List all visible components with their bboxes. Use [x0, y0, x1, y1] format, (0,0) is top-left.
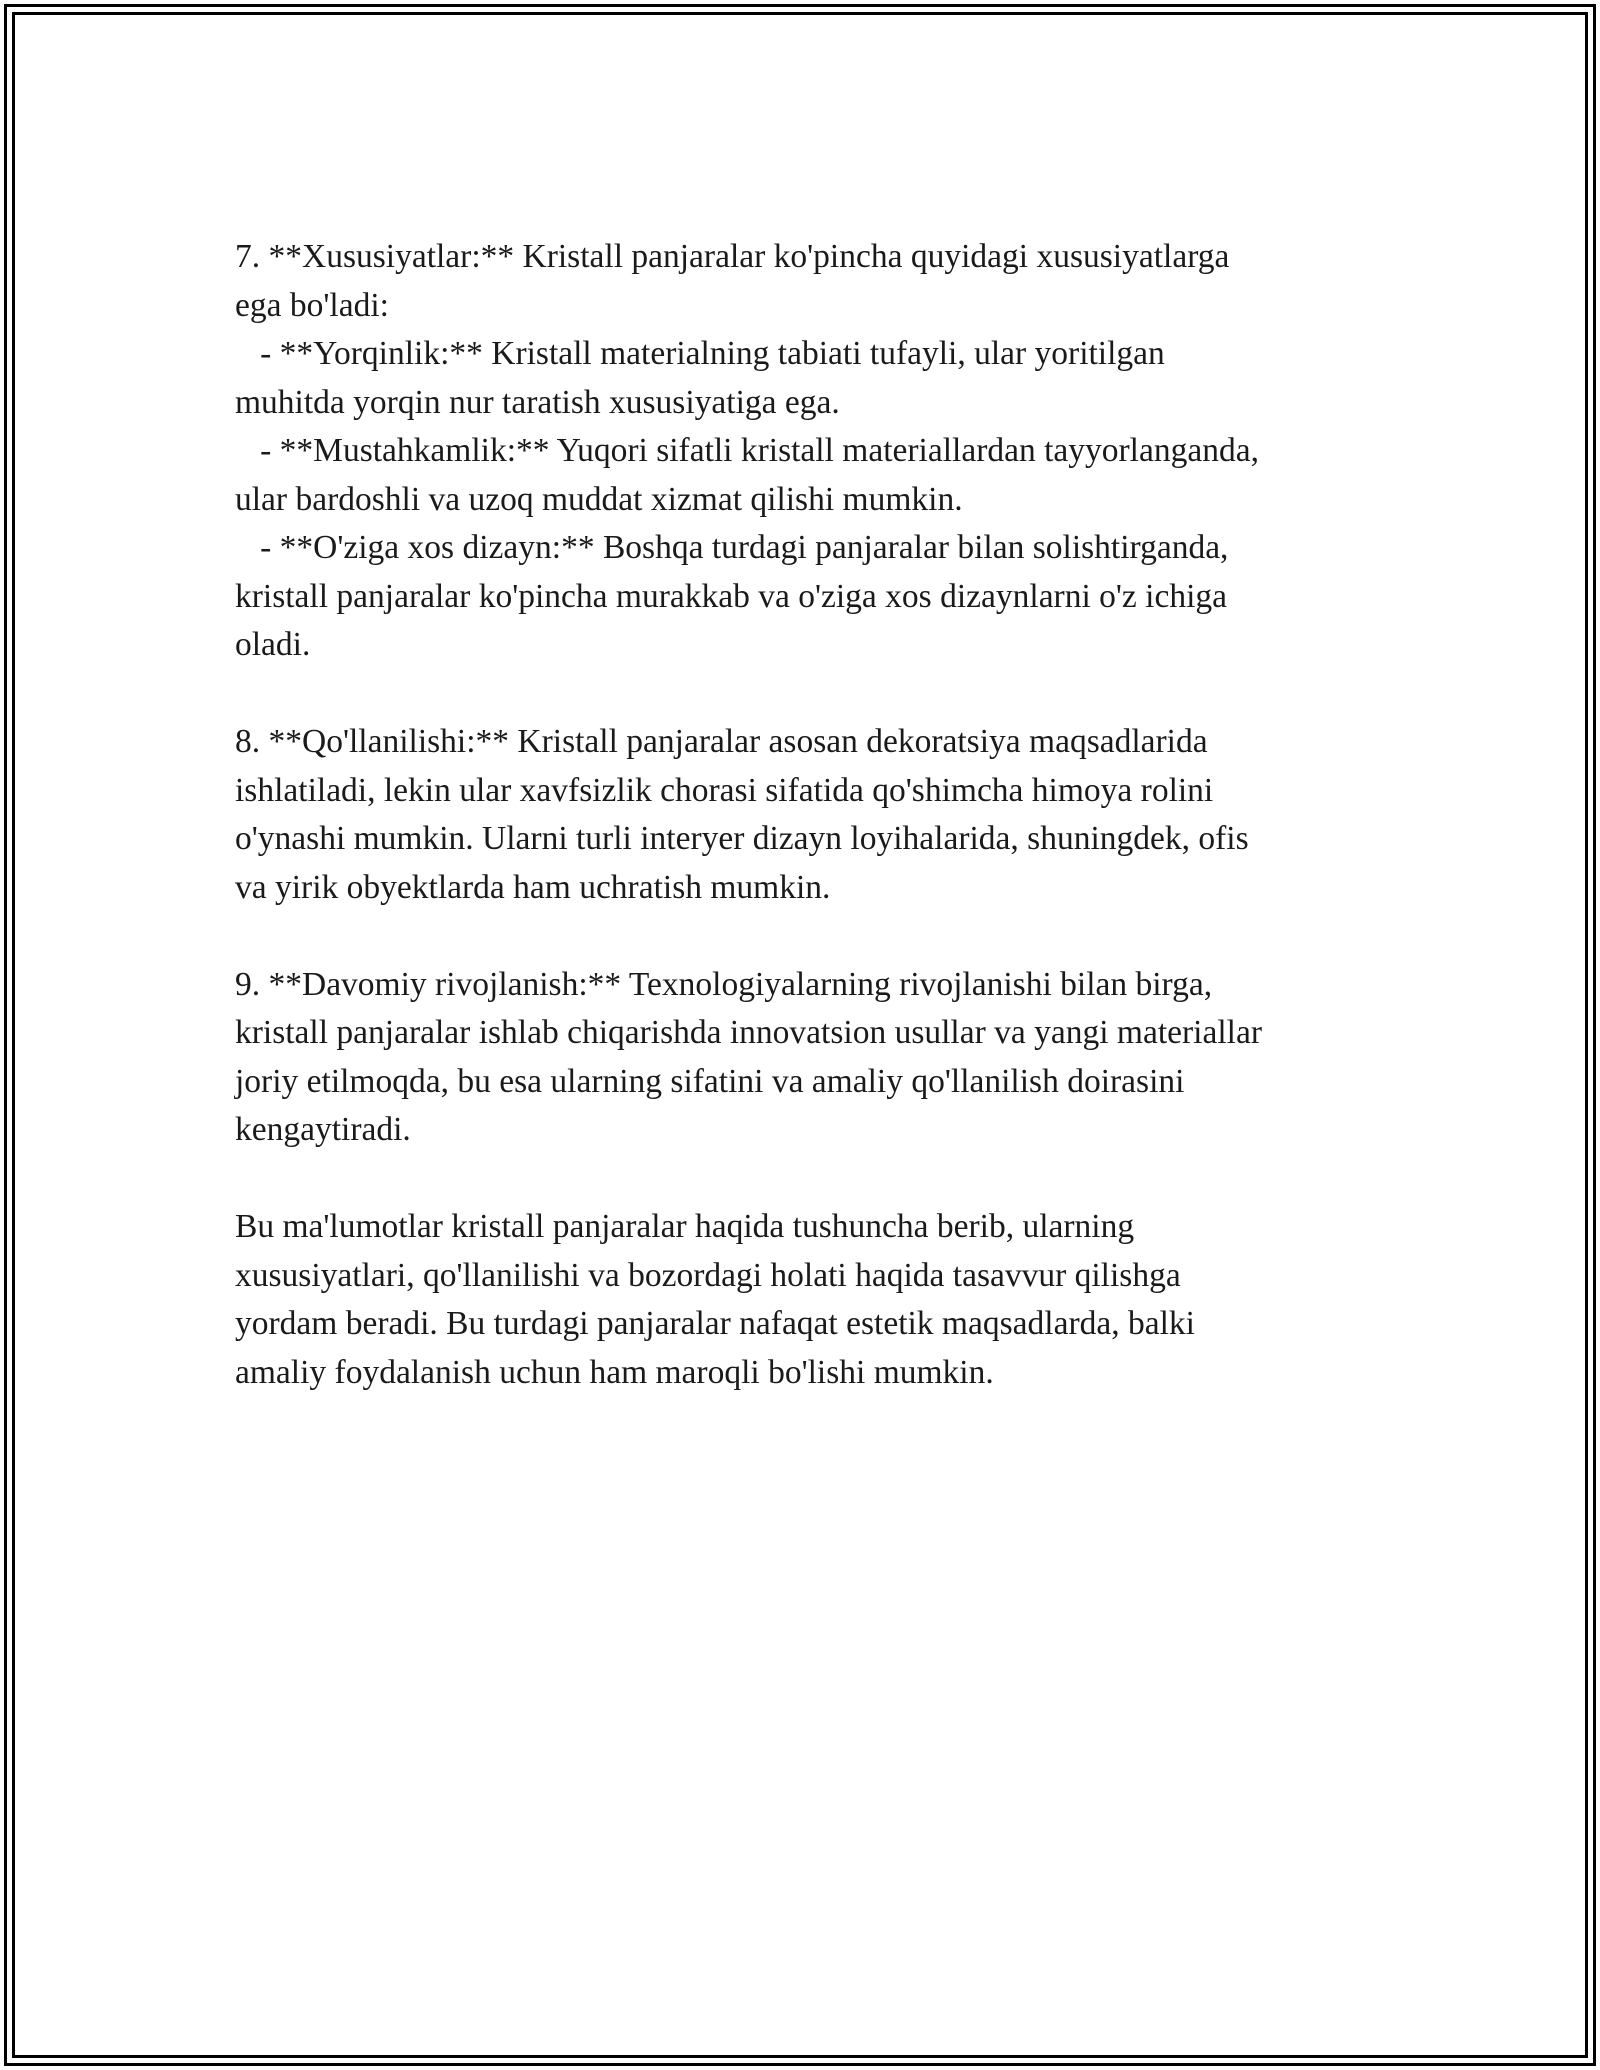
- text-line: 9. **Davomiy rivojlanish:** Texnologiyalarning rivojlanishi bilan birga,: [235, 965, 1213, 1003]
- paragraph-conclusion: [235, 1203, 1375, 1397]
- text-line: ishlatiladi, lekin ular xavfsizlik chorasi sifatida qo'shimcha himoya rolini: [235, 771, 1214, 809]
- text-line: - **Yorqinlik:** Kristall materialning tabiati tufayli, ular yoritilgan: [235, 335, 1165, 372]
- text-line: - **Mustahkamlik:** Yuqori sifatli kristall materiallardan tayyorlanganda,: [235, 432, 1259, 469]
- text-line: kristall panjaralar ishlab chiqarishda innovatsion usullar va yangi materiallar: [235, 1014, 1263, 1051]
- text-line: ega bo'ladi:: [235, 286, 389, 324]
- text-line: va yirik obyektlarda ham uchratish mumkin.: [235, 868, 831, 906]
- text-line: - **O'ziga xos dizayn:** Boshqa turdagi panjaralar bilan solishtirganda,: [235, 529, 1229, 566]
- paragraph-item-9: [235, 961, 1375, 1155]
- text-line: xususiyatlari, qo'llanilishi va bozordagi holati haqida tasavvur qilishga: [235, 1256, 1181, 1294]
- text-line: muhitda yorqin nur taratish xususiyatiga ega.: [235, 383, 840, 421]
- paragraph-spacer: [235, 912, 1375, 961]
- text-line: oladi.: [235, 626, 311, 663]
- text-line: ular bardoshli va uzoq muddat xizmat qilishi mumkin.: [235, 480, 963, 518]
- paragraph-item-7: [235, 233, 1375, 670]
- paragraph-item-8: [235, 718, 1375, 912]
- text-line: joriy etilmoqda, bu esa ularning sifatini va amaliy qo'llanilish doirasini: [235, 1062, 1185, 1100]
- paragraph-spacer: [235, 1155, 1375, 1204]
- text-line: 7. **Xususiyatlar:** Kristall panjaralar ko'pincha quyidagi xususiyatlarga: [235, 238, 1230, 275]
- text-line: 8. **Qo'llanilishi:** Kristall panjaralar asosan dekoratsiya maqsadlarida: [235, 723, 1208, 760]
- text-line: o'ynashi mumkin. Ularni turli interyer dizayn loyihalarida, shuningdek, ofis: [235, 820, 1249, 857]
- text-line: kengaytiradi.: [235, 1111, 411, 1148]
- paragraph-spacer: [235, 670, 1375, 719]
- text-line: Bu ma'lumotlar kristall panjaralar haqida tushuncha berib, ularning: [235, 1208, 1135, 1245]
- document-body: [235, 233, 1375, 1397]
- text-line: kristall panjaralar ko'pincha murakkab va o'ziga xos dizaynlarni o'z ichiga: [235, 577, 1228, 615]
- text-line: amaliy foydalanish uchun ham maroqli bo'lishi mumkin.: [235, 1353, 994, 1391]
- text-line: yordam beradi. Bu turdagi panjaralar nafaqat estetik maqsadlarda, balki: [235, 1305, 1195, 1342]
